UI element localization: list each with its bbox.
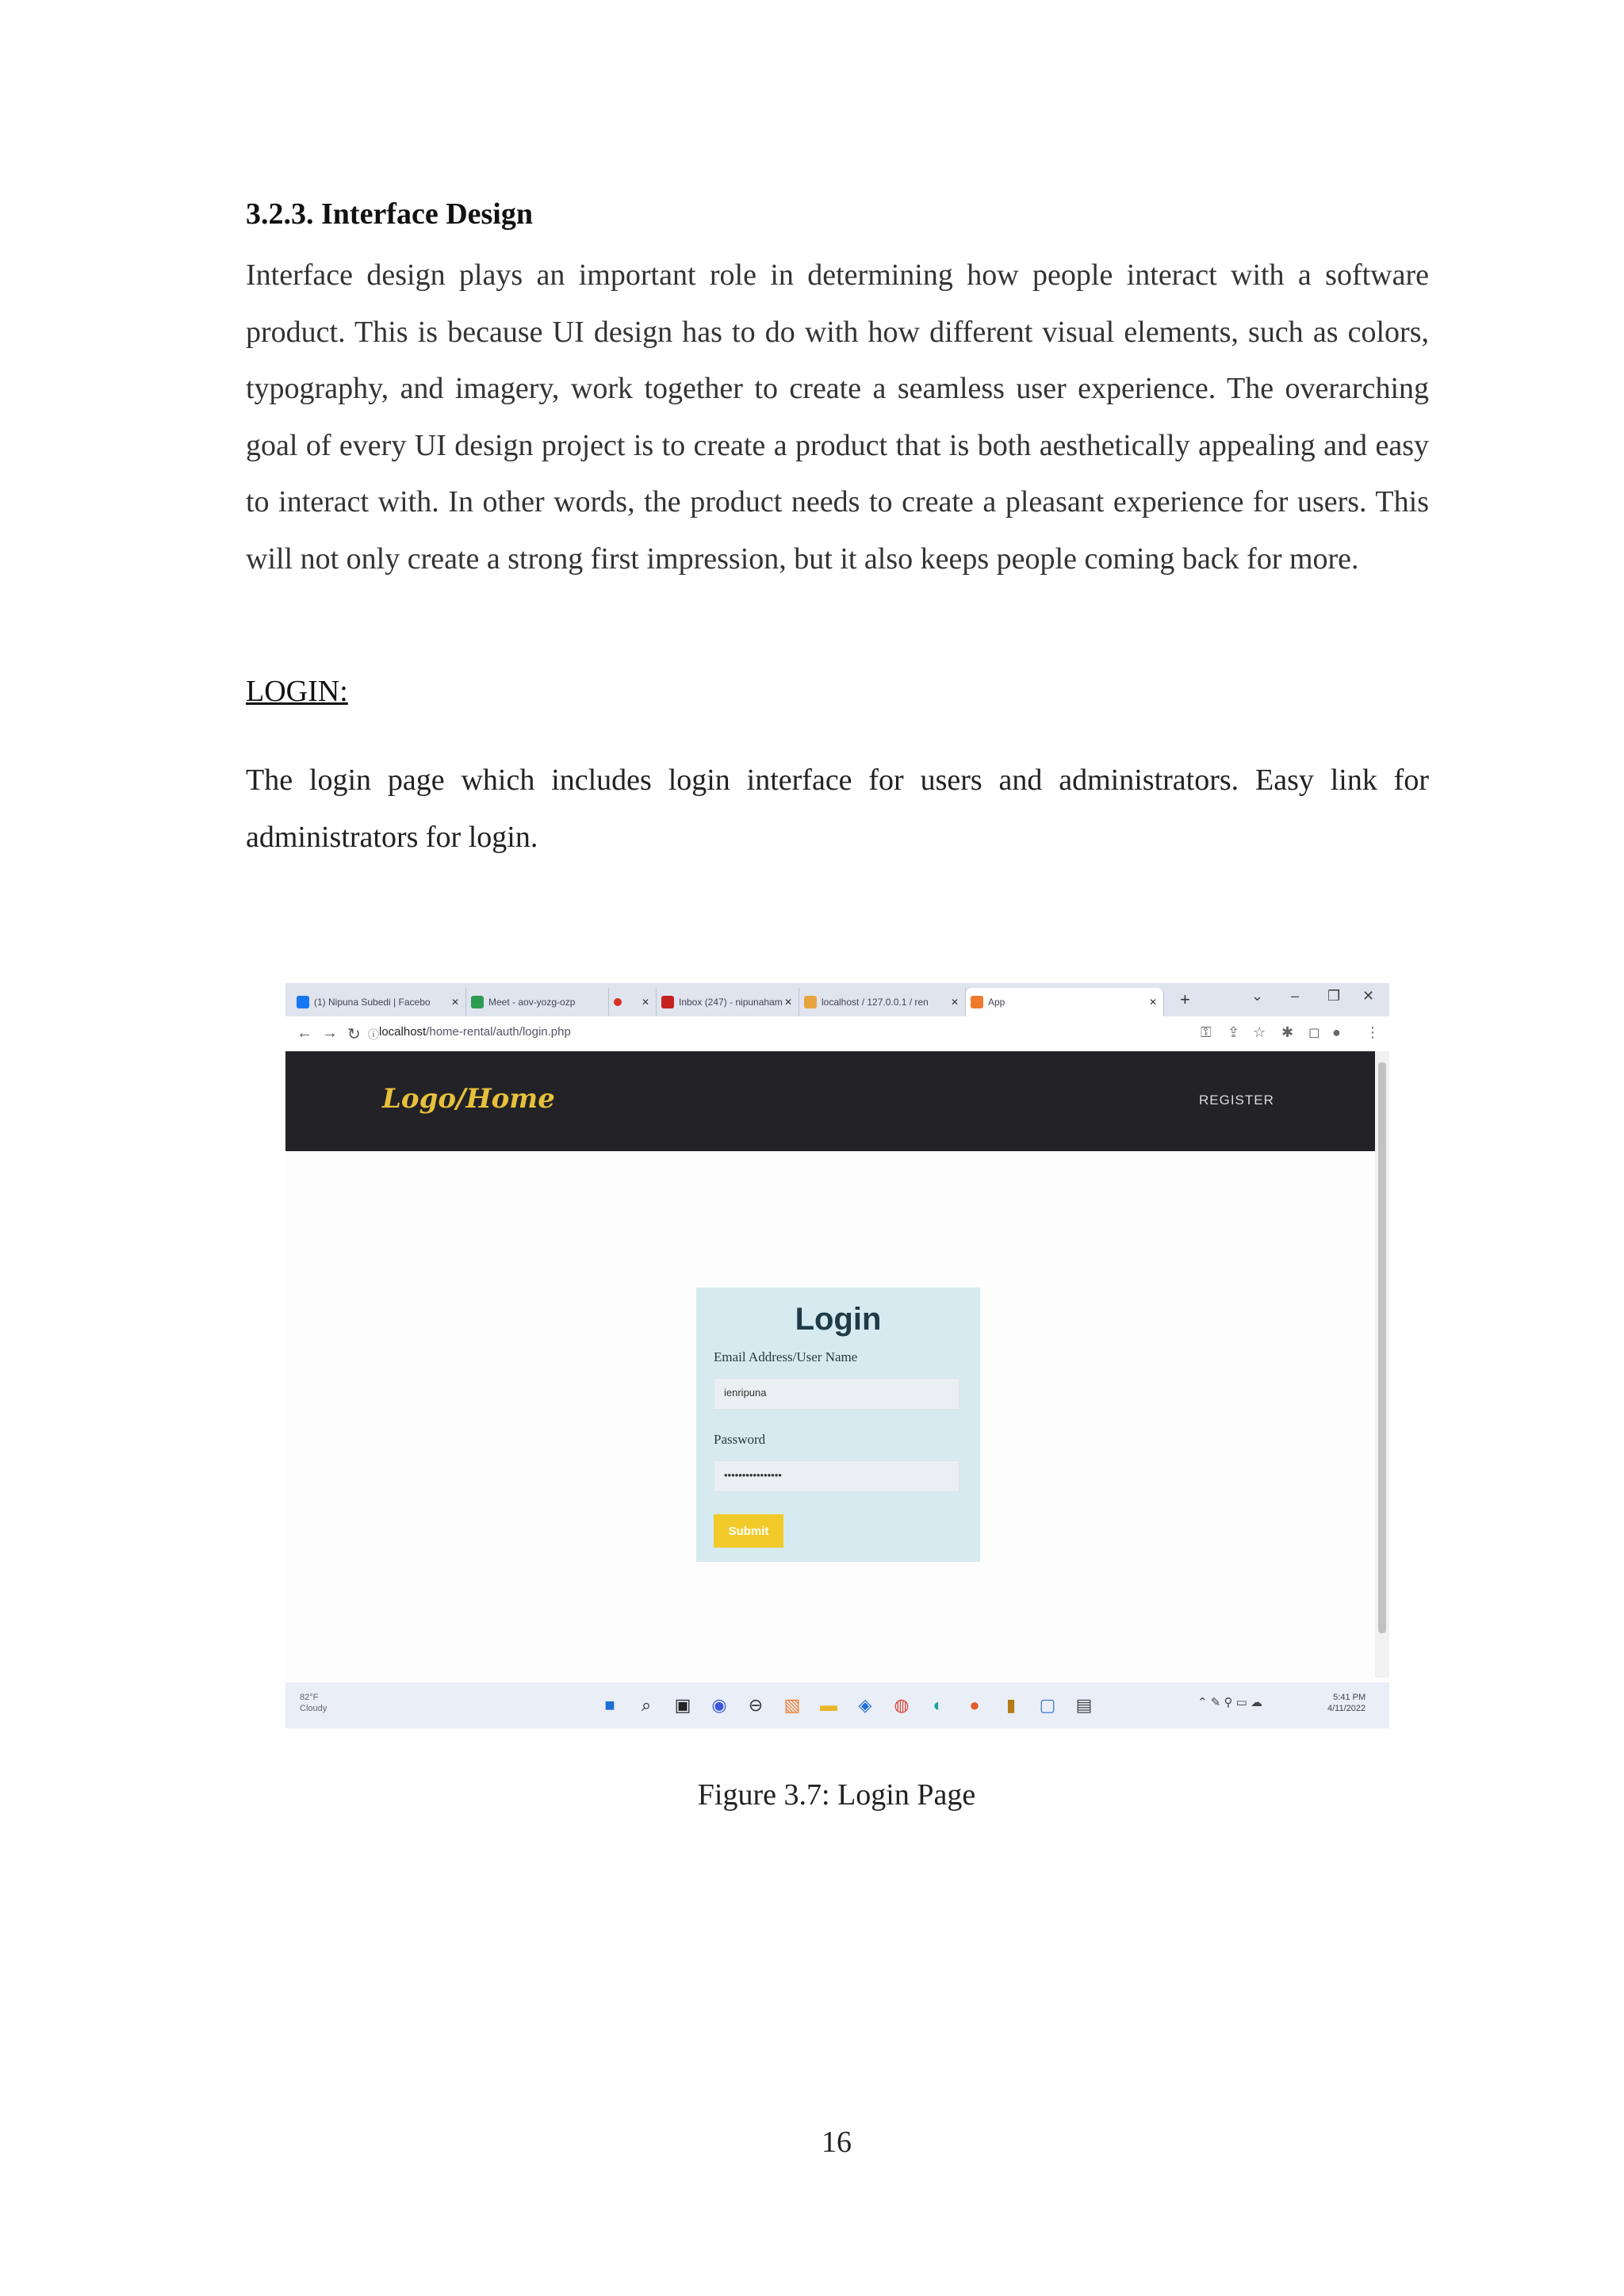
site-logo[interactable]: Logo/Home xyxy=(382,1083,555,1115)
browser-tab[interactable] xyxy=(799,988,966,1016)
tab-title: Inbox (247) - nipunaham xyxy=(679,997,783,1008)
app-window-icon[interactable]: ▢ xyxy=(1039,1695,1056,1715)
clock-time: 5:41 PM xyxy=(1333,1693,1366,1702)
password-label: Password xyxy=(714,1432,766,1447)
section-heading: 3.2.3. Interface Design xyxy=(246,197,533,231)
extensions-icon[interactable]: ✱ xyxy=(1281,1024,1294,1040)
task-view-icon[interactable]: ▣ xyxy=(674,1695,691,1715)
clock-date: 4/11/2022 xyxy=(1327,1704,1366,1713)
taskbar-clock[interactable] xyxy=(1327,1692,1365,1714)
edge-icon[interactable]: ◐ xyxy=(933,1695,944,1715)
address-bar xyxy=(285,1016,1389,1052)
chevron-down-icon[interactable]: ⌄ xyxy=(1251,988,1264,1004)
app-icon xyxy=(971,996,983,1008)
taskbar-apps xyxy=(595,1692,1099,1719)
close-icon[interactable]: ✕ xyxy=(1148,997,1157,1008)
phpmyadmin-icon xyxy=(804,996,817,1008)
back-icon[interactable]: ← xyxy=(297,1024,312,1042)
tab-title: localhost / 127.0.0.1 / ren xyxy=(822,997,929,1008)
sublime-icon[interactable]: ▮ xyxy=(1005,1695,1017,1715)
close-icon[interactable]: ✕ xyxy=(783,997,792,1008)
settings-icon[interactable]: ⊖ xyxy=(748,1695,764,1715)
search-icon[interactable]: ⌕ xyxy=(641,1695,652,1715)
browser-tab[interactable] xyxy=(657,988,799,1016)
browser-tab[interactable] xyxy=(466,988,609,1016)
photos-icon[interactable]: ▤ xyxy=(1075,1695,1093,1715)
interface-design-paragraph: Interface design plays an important role in determining how people interact with a software product. This is because UI design has to do with how different visual elements, such as colors, typography, and imagery, work together to create a seamless user experience. The overarching goal of every UI design project is to create a product that is both aesthetically appealing and easy to interact with. In other words, the product needs to create a pleasant experience for users. This will not only create a strong first impression, but it also keeps people coming back for more. xyxy=(246,258,1429,576)
close-icon[interactable]: ✕ xyxy=(641,997,649,1008)
windows-taskbar xyxy=(285,1682,1389,1728)
site-navbar xyxy=(285,1051,1375,1151)
tab-title: App xyxy=(988,997,1005,1008)
login-title: Login xyxy=(795,1302,882,1337)
chat-icon[interactable]: ◉ xyxy=(711,1695,727,1715)
browser-tab-active[interactable] xyxy=(966,988,1164,1016)
xampp-icon[interactable]: ▧ xyxy=(783,1695,801,1715)
browser-tab[interactable] xyxy=(609,988,657,1016)
info-icon[interactable]: ⓘ xyxy=(368,1028,379,1041)
start-icon[interactable]: ■ xyxy=(604,1695,615,1715)
share-icon[interactable]: ⇪ xyxy=(1228,1024,1240,1040)
register-link[interactable]: REGISTER xyxy=(1199,1093,1274,1108)
tab-title: Meet - aov-yozg-ozp xyxy=(488,997,576,1008)
star-icon[interactable]: ☆ xyxy=(1253,1024,1266,1040)
tab-title: (1) Nipuna Subedi | Facebo xyxy=(314,997,431,1008)
new-tab-button[interactable]: + xyxy=(1180,989,1190,1009)
key-icon[interactable]: ⚿ xyxy=(1201,1024,1212,1040)
file-explorer-icon[interactable]: ▬ xyxy=(820,1695,837,1715)
meet-icon xyxy=(471,996,484,1008)
password-field[interactable]: •••••••••••••••• xyxy=(714,1460,959,1492)
email-field[interactable]: ienripuna xyxy=(714,1378,959,1410)
restore-button[interactable]: ❐ xyxy=(1327,988,1341,1004)
url-field[interactable] xyxy=(379,1025,571,1039)
forward-icon[interactable]: → xyxy=(322,1024,338,1042)
login-page-screenshot xyxy=(285,983,1389,1728)
store-icon[interactable]: ◈ xyxy=(858,1695,872,1715)
gmail-icon xyxy=(661,996,674,1008)
email-label: Email Address/User Name xyxy=(714,1349,858,1364)
login-card xyxy=(696,1288,980,1562)
reload-icon[interactable]: ↻ xyxy=(347,1026,361,1043)
submit-button[interactable]: Submit xyxy=(714,1514,783,1548)
weather-widget[interactable] xyxy=(300,1692,327,1714)
firefox-icon[interactable]: ● xyxy=(969,1695,980,1715)
close-window-button[interactable]: ✕ xyxy=(1362,988,1375,1004)
chrome-icon[interactable]: ◍ xyxy=(894,1695,910,1715)
scrollbar-thumb[interactable] xyxy=(1378,1062,1386,1633)
menu-icon[interactable]: ⋮ xyxy=(1365,1024,1380,1040)
system-tray[interactable]: ⌃ ✎ ⚲ ▭ ☁ xyxy=(1197,1696,1262,1709)
weather-desc: Cloudy xyxy=(300,1704,327,1713)
profile-avatar[interactable]: ● xyxy=(1332,1024,1341,1040)
figure-caption: Figure 3.7: Login Page xyxy=(697,1778,976,1812)
close-icon[interactable]: ✕ xyxy=(950,997,959,1008)
close-icon[interactable]: ✕ xyxy=(450,997,459,1008)
browser-tab[interactable] xyxy=(292,988,466,1016)
login-paragraph: The login page which includes login interface for users and administrators. Easy link for administrators for login. xyxy=(246,763,1429,854)
weather-temp: 82°F xyxy=(300,1693,319,1702)
minimize-button[interactable]: – xyxy=(1291,988,1300,1004)
sidebar-icon[interactable]: ◻ xyxy=(1308,1024,1320,1040)
url-path: /home-rental/auth/login.php xyxy=(426,1025,571,1039)
login-heading: LOGIN: xyxy=(246,675,348,708)
url-domain: localhost xyxy=(379,1025,427,1039)
page-number: 16 xyxy=(822,2126,852,2159)
recording-icon xyxy=(614,998,622,1006)
browser-tab-bar xyxy=(285,983,1389,1016)
facebook-icon xyxy=(297,996,309,1008)
